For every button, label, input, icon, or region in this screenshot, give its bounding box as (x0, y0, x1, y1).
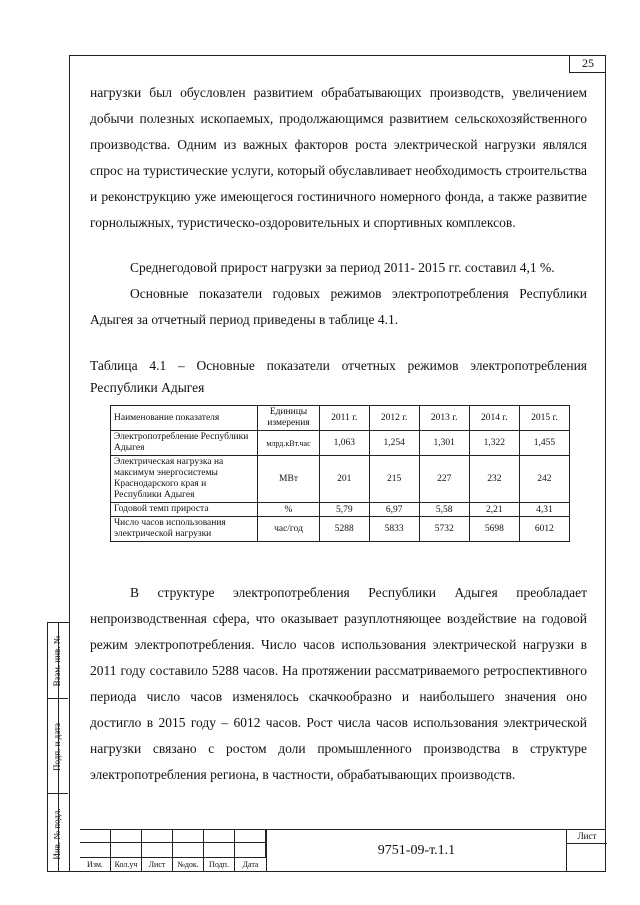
table-cell: Годовой темп прироста (111, 503, 258, 517)
table-cell: 201 (320, 456, 370, 503)
table-row (111, 503, 570, 517)
table-cell: 5698 (469, 517, 519, 542)
table-row (111, 517, 570, 542)
col-label: Изм. (80, 858, 111, 872)
paragraph-4: В структуре электропотребления Республики Адыгея преобладает непроизводственная сфера, что оказывает разуплотняющее воздействие на годовой режим электропотребления. Число часов использования электрической нагрузки в 2011 году составило 5288 часов. На протяжении рассматриваемого ретроспективного периода число часов изменялось скачкообразно и наибольшего значения оно достигло в 2015 году – 6012 часов. Рост числа часов использования электрической нагрузки связано с ростом доли промышленного производства в структуре электропотребления региона, в частности, обрабатывающих производств. (90, 585, 587, 782)
table-cell: 1,455 (519, 431, 569, 456)
table-cell: 5,58 (419, 503, 469, 517)
table-cell: МВт (258, 456, 320, 503)
table-header: Единицы измерения (258, 406, 320, 431)
table-cell: 232 (469, 456, 519, 503)
table-header: 2012 г. (369, 406, 419, 431)
table-header: 2015 г. (519, 406, 569, 431)
table-header: Наименование показателя (111, 406, 258, 431)
table-cell: 1,254 (369, 431, 419, 456)
table-header: 2014 г. (469, 406, 519, 431)
sheet-cell (566, 829, 606, 872)
table-cell: 1,322 (469, 431, 519, 456)
paragraph-3: Основные показатели годовых режимов электропотребления Республики Адыгея за отчетный период приведены в таблице 4.1. (90, 286, 587, 327)
col-label: Подп. (204, 858, 235, 872)
table-cell: 227 (419, 456, 469, 503)
table-caption: Таблица 4.1 – Основные показатели отчетных режимов электропотребления Республики Адыгея (90, 358, 587, 395)
table-header: 2013 г. (419, 406, 469, 431)
table-cell: Число часов использования электрической нагрузки (111, 517, 258, 542)
col-label: Дата (242, 860, 259, 869)
table-cell: 5288 (320, 517, 370, 542)
table-cell: 1,301 (419, 431, 469, 456)
table-cell: 6,97 (369, 503, 419, 517)
side-strip-divider (58, 622, 69, 872)
table-cell: 5833 (369, 517, 419, 542)
table-cell: 6012 (519, 517, 569, 542)
table-cell: млрд.кВт.час (258, 431, 320, 456)
col-label: Лист (142, 858, 173, 872)
side-label-replacement: Взам. инв. № (52, 635, 62, 687)
table-cell: 4,31 (519, 503, 569, 517)
sheet-label: Лист (567, 829, 607, 844)
title-block (80, 829, 606, 872)
page-number: 25 (569, 55, 606, 73)
side-label-inventory: Инв. № подл. (52, 808, 62, 860)
indicators-table (110, 405, 570, 542)
table-cell: 242 (519, 456, 569, 503)
table-cell: Электропотребление Республики Адыгея (111, 431, 258, 456)
table-header: 2011 г. (320, 406, 370, 431)
table-cell: 5732 (419, 517, 469, 542)
table-cell: 215 (369, 456, 419, 503)
table-cell: 1,063 (320, 431, 370, 456)
side-label-signature-date: Подп. и дата (52, 722, 62, 772)
table-cell: час/год (258, 517, 320, 542)
paragraph-1: нагрузки был обусловлен развитием обрабатывающих производств, увеличением добычи полезных ископаемых, продолжающимся развитием сельскохозяйственного производства. Одним из важных факторов роста электрической нагрузки являлся спрос на туристические услуги, который обуславливает необходимость строительства и реконструкцию уже имеющегося гостиничного номерного фонда, а также развитие горнолыжных, туристическо-оздоровительных и спортивных комплексов. (90, 85, 587, 230)
table-cell: Электрическая нагрузка на максимум энергосистемы Краснодарского края и Республики Адыгея (111, 456, 258, 503)
table-cell: 2,21 (469, 503, 519, 517)
table-cell: 5,79 (320, 503, 370, 517)
paragraph-2: Среднегодовой прирост нагрузки за период 2011- 2015 гг. составил 4,1 %. (130, 260, 555, 275)
col-label: Кол.уч (111, 858, 142, 872)
table-row (111, 456, 570, 503)
col-label: №док. (173, 858, 204, 872)
table-row (111, 431, 570, 456)
table-cell: % (258, 503, 320, 517)
document-code: 9751-09-т.1.1 (266, 829, 566, 872)
revision-grid (80, 829, 266, 872)
table-header-row (111, 406, 570, 431)
